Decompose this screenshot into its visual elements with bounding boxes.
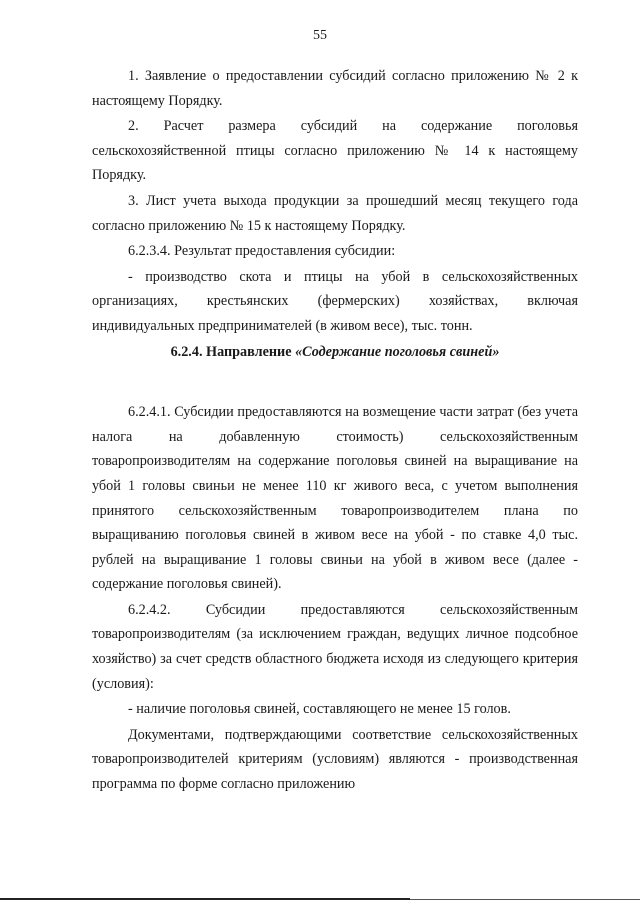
paragraph-criterion: - наличие поголовья свиней, составляющего не менее 15 голов. <box>128 701 511 718</box>
paragraph-item-1: 1. Заявление о предоставлении субсидий согласно приложению № 2 к настоящему Порядку. <box>92 68 578 109</box>
scan-edge-line-thin <box>410 899 640 900</box>
section-heading-prefix: 6.2.4. Направление <box>170 343 296 360</box>
paragraph-6-2-4-1: 6.2.4.1. Субсидии предоставляются на возмещение части затрат (без учета налога на добавленную стоимость) сельскохозяйственным товаропроизводителям на содержание поголовья свиней на выращивание на убой 1 головы свиньи не менее 110 кг живого веса, с учетом выполнения принятого сельскохозяйственным товаропроизводителем плана по выращиванию поголовья свиней в живом весе на убой - по ставке 4,0 тыс. рублей на выращивание 1 головы свиньи на убой в живом весе (далее - содержание поголовья свиней). <box>92 404 578 593</box>
section-heading <box>92 340 578 365</box>
paragraph-result-bullet: - производство скота и птицы на убой в сельскохозяйственных организациях, крестьянских (фермерских) хозяйствах, включая индивидуальных предпринимателей (в живом весе), тыс. тонн. <box>92 268 578 334</box>
paragraph-item-2: 2. Расчет размера субсидий на содержание поголовья сельскохозяйственной птицы согласно приложению № 14 к настоящему Порядку. <box>92 118 578 184</box>
paragraph-6-2-4-2: 6.2.4.2. Субсидии предоставляются сельскохозяйственным товаропроизводителям (за исключением граждан, ведущих личное подсобное хозяйство) за счет средств областного бюджета исходя из следующего критерия (условия): <box>92 601 578 692</box>
scan-edge-line <box>0 898 410 900</box>
paragraph-item-3: 3. Лист учета выхода продукции за прошедший месяц текущего года согласно приложению № 15 к настоящему Порядку. <box>92 192 578 234</box>
document-body <box>92 64 578 797</box>
paragraph-documents: Документами, подтверждающими соответствие сельскохозяйственных товаропроизводителей критериям (условиям) являются - производственная программа по форме согласно приложению <box>92 726 578 793</box>
section-heading-title: «Содержание поголовья свиней» <box>295 343 500 360</box>
paragraph-result-heading: 6.2.3.4. Результат предоставления субсидии: <box>128 243 396 260</box>
page-number: 55 <box>313 28 327 43</box>
